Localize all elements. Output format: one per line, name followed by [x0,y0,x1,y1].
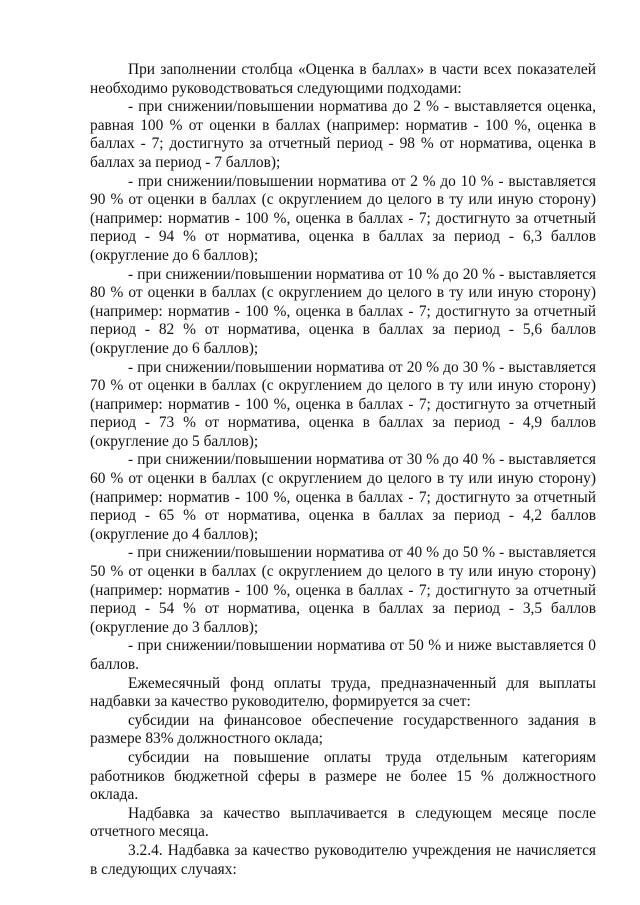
paragraph-rule-40-to-50: - при снижении/повышении норматива от 40 % до 50 % - выставляется 50 % от оценки в баллах (с округлением до целого в ту или иную сторону) (например: норматив - 100 %, оценка в баллах - 7; достигнуто за отчетный период - 54 % от норматива, оценка в баллах за период - 3,5 баллов (округление до 3 баллов); [90,544,596,636]
paragraph-intro: При заполнении столбца «Оценка в баллах» в части всех показателей необходимо руководствоваться следующими подходами: [90,61,596,97]
paragraph-section-3-2-4: 3.2.4. Надбавка за качество руководителю учреждения не начисляется в следующих случаях: [90,841,596,878]
paragraph-subsidy-state-task: субсидии на финансовое обеспечение государственного задания в размере 83% должностного оклада; [90,711,596,748]
paragraph-rule-20-to-30: - при снижении/повышении норматива от 20 % до 30 % - выставляется 70 % от оценки в баллах (с округлением до целого в ту или иную сторону) (например: норматив - 100 %, оценка в баллах - 7; достигнуто за отчетный период - 73 % от норматива, оценка в баллах за период - 4,9 баллов (округление до 5 баллов); [90,358,596,450]
paragraph-rule-50-and-below: - при снижении/повышении норматива от 50 % и ниже выставляется 0 баллов. [90,637,596,673]
paragraph-payment-timing: Надбавка за качество выплачивается в следующем месяце после отчетного месяца. [90,804,596,841]
paragraph-rule-up-to-2: - при снижении/повышении норматива до 2 % - выставляется оценка, равная 100 % от оценки в баллах (например: норматив - 100 %, оценка в баллах - 7; достигнуто за отчетный период - 98 % от норматива, оценка в баллах за период - 7 баллов); [90,98,596,171]
paragraph-monthly-fund: Ежемесячный фонд оплаты труда, предназначенный для выплаты надбавки за качество руководителю, формируется за счет: [90,674,596,711]
paragraph-rule-10-to-20: - при снижении/повышении норматива от 10 % до 20 % - выставляется 80 % от оценки в баллах (с округлением до целого в ту или иную сторону) (например: норматив - 100 %, оценка в баллах - 7; достигнуто за отчетный период - 82 % от норматива, оценка в баллах за период - 5,6 баллов (округление до 6 баллов); [90,265,596,357]
paragraph-rule-30-to-40: - при снижении/повышении норматива от 30 % до 40 % - выставляется 60 % от оценки в баллах (с округлением до целого в ту или иную сторону) (например: норматив - 100 %, оценка в баллах - 7; достигнуто за отчетный период - 65 % от норматива, оценка в баллах за период - 4,2 баллов (округление до 4 баллов); [90,451,596,543]
paragraph-subsidy-salary-increase: субсидии на повышение оплаты труда отдельным категориям работников бюджетной сферы в размере не более 15 % должностного оклада. [90,748,596,804]
paragraph-rule-2-to-10: - при снижении/повышении норматива от 2 % до 10 % - выставляется 90 % от оценки в баллах (с округлением до целого в ту или иную сторону) (например: норматив - 100 %, оценка в баллах - 7; достигнуто за отчетный период - 94 % от норматива, оценка в баллах за период - 6,3 баллов (округление до 6 баллов); [90,172,596,264]
document-page [90,61,596,879]
